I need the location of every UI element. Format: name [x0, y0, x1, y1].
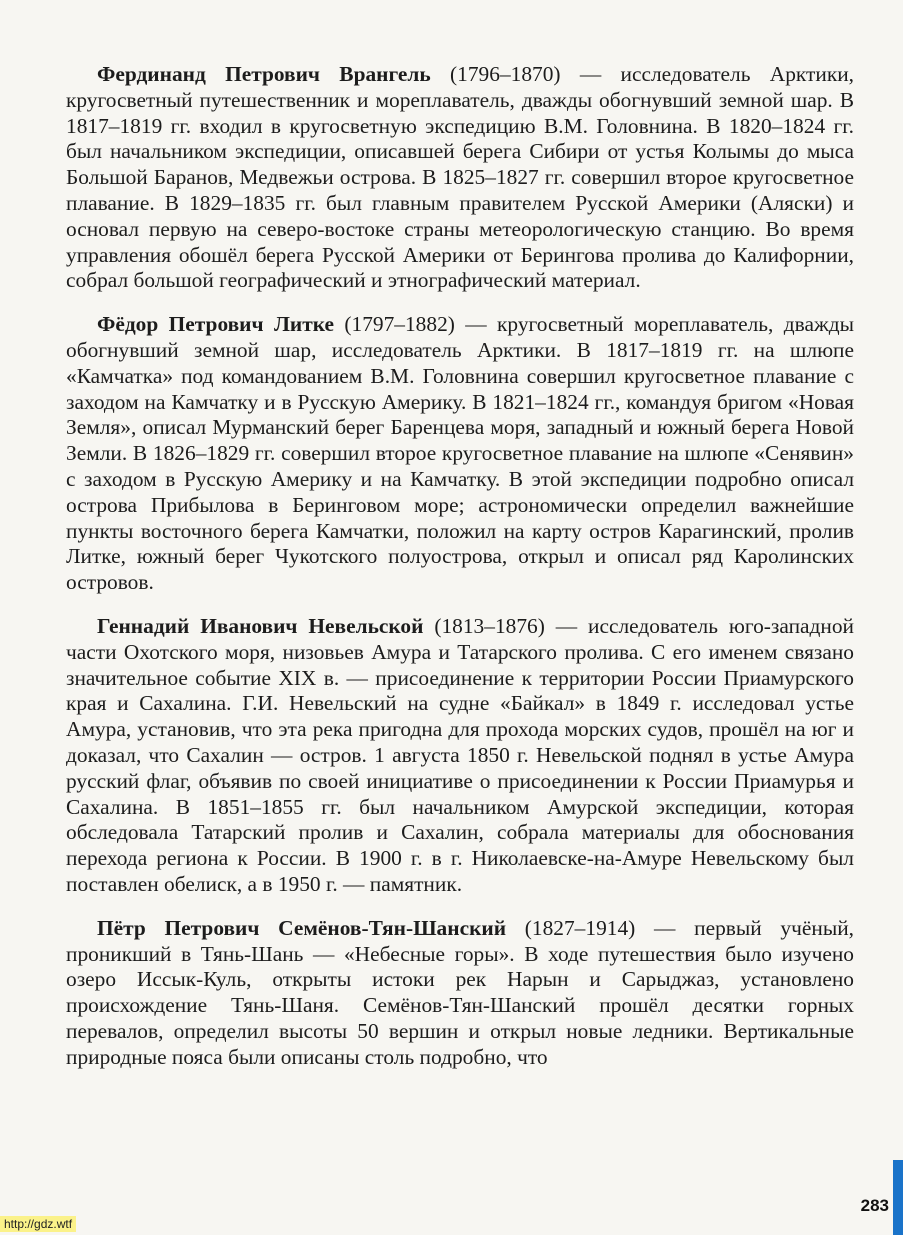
- entry-text: (1827–1914) — первый учёный, проникший в Тянь-Шань — «Небесные горы». В ходе путешествия было изучено озеро Иссык-Куль, открыты истоки рек Нарын и Сарыджаз, установлено происхождение Тянь-Шаня. Семёнов-Тян-Шанский прошёл десятки горных перевалов, определил высоты 50 вершин и открыл новые ледники. Вертикальные природные пояса были описаны столь подробно, что: [66, 915, 854, 1069]
- entry-text: (1813–1876) — исследователь юго-западной части Охотского моря, низовьев Амура и Татарского пролива. С его именем связано значительное событие XIX в. — присоединение к территории России Приамурского края и Сахалина. Г.И. Невельский на судне «Байкал» в 1849 г. исследовал устье Амура, установив, что эта река пригодна для прохода морских судов, прошёл на юг и доказал, что Сахалин — остров. 1 августа 1850 г. Невельской поднял в устье Амура русский флаг, объявив по своей инициативе о присоединении к России Приамурья и Сахалина. В 1851–1855 гг. был начальником Амурской экспедиции, которая обследовала Татарский пролив и Сахалин, собрала материалы для обоснования перехода региона к России. В 1900 г. в г. Николаевске-на-Амуре Невельскому был поставлен обелиск, а в 1950 г. — памятник.: [66, 613, 854, 896]
- entry-wrangel: [66, 62, 854, 294]
- entry-name: Пётр Петрович Семёнов-Тян-Шанский: [97, 915, 507, 940]
- entry-semenov: [66, 916, 854, 1071]
- entry-litke: [66, 312, 854, 596]
- entry-nevelskoy: [66, 614, 854, 898]
- page-number: 283: [860, 1196, 889, 1215]
- entry-name: Фёдор Петрович Литке: [97, 312, 334, 337]
- entry-name: Фердинанд Петрович Врангель: [97, 62, 431, 86]
- watermark-link[interactable]: http://gdz.wtf: [0, 1216, 76, 1232]
- entry-text: (1797–1882) — кругосветный мореплаватель, дважды обогнувший земной шар, исследователь Арктики. В 1817–1819 гг. на шлюпе «Камчатка» под командованием В.М. Головнина совершил кругосветное плавание с заходом на Камчатку и в Русскую Америку. В 1821–1824 гг., командуя бригом «Новая Земля», описал Мурманский берег Баренцева моря, западный и южный берега Новой Земли. В 1826–1829 гг. совершил второе кругосветное плавание на шлюпе «Сенявин» с заходом в Русскую Америку и на Камчатку. В этой экспедиции подробно описал острова Прибылова в Беринговом море; астрономически определил важнейшие пункты восточного берега Камчатки, положил на карту остров Карагинский, пролив Литке, южный берег Чукотского полуострова, открыл и описал ряд Каролинских островов.: [66, 312, 854, 595]
- entry-text: (1796–1870) — исследователь Арктики, кругосветный путешественник и мореплаватель, дважды обогнувший земной шар. В 1817–1819 гг. входил в кругосветную экспедицию В.М. Головнина. В 1820–1824 гг. был начальником экспедиции, описавшей берега Сибири от устья Колымы до мыса Большой Баранов, Медвежьи острова. В 1825–1827 гг. совершил второе кругосветное плавание. В 1829–1835 гг. был главным правителем Русской Америки (Аляски) и основал первую на северо-востоке страны метеорологическую станцию. Во время управления обошёл берега Русской Америки от Берингова пролива до Калифорнии, собрал большой географический и этнографический материал.: [66, 62, 855, 293]
- page-edge-tab: [893, 1160, 903, 1235]
- entry-name: Геннадий Иванович Невельской: [97, 613, 424, 638]
- biographies-text: [66, 62, 854, 1088]
